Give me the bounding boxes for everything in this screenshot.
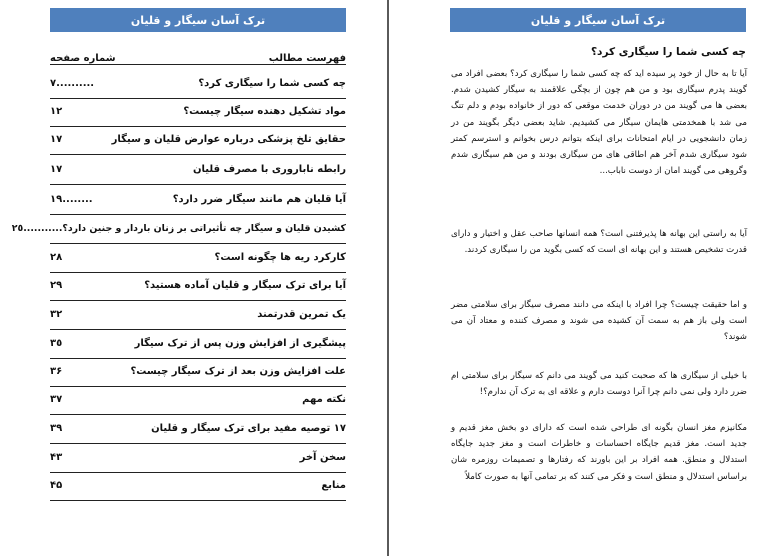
toc-item-title: رابطه ناباروری با مصرف قلیان xyxy=(193,163,346,175)
toc-item-page: ٣٩ xyxy=(50,422,63,434)
toc-item-title: نکته مهم xyxy=(302,393,346,405)
toc-item-page: ۴۵ xyxy=(50,479,63,491)
toc-item[interactable] xyxy=(50,74,346,92)
toc-item[interactable] xyxy=(50,390,346,408)
right-page-banner: ترک آسان سیگار و قلیان xyxy=(450,8,746,32)
toc-item-title: کشیدن قلیان و سیگار چه تأثیراتی بر زنان باردار و جنین دارد؟ xyxy=(62,222,346,234)
toc-item-page: ٣٥ xyxy=(50,337,63,349)
body-paragraph: با خیلی از سیگاری ها که صحبت کنید می گویند می دانم که سیگار برای سلامتی ام ضرر دارد ولی نمی دانم چرا آنرا دوست دارم و علاقه ای به ترک آن ندارم؟! xyxy=(451,371,747,398)
toc-item-title: حقایق تلخ پزشکی درباره عوارض قلیان و سیگار xyxy=(111,133,346,145)
body-paragraph: آیا تا به حال از خود پر سیده اید که چه کسی شما را سیگاری کرد؟ بعضی افراد می گویند پدرم سیگاری بود و من هم چون از بچگی علاقمند به سیگار کشیدن شدم. بعضی ها می گویند من در دوران خدمت موقعی که دور از خانواده بودم و دلم تنگ می شد با همخدمتی هایمان سیگار می کشیدیم. شاید بعضی دیگر بگویند من در زمان دانشجویی در ایام امتحانات برای اینکه بتوانم درس بخوانم و استرسم کمتر شود سیگاری شدم آخر هم اطاقی های من سیگاری بودند و من هم سیگاری شدم وگروهی می گویند امان از دوست ناباب... xyxy=(451,69,747,177)
toc-item-page: ٢٩ xyxy=(50,279,63,291)
toc-item-page: ١٧ xyxy=(50,133,63,145)
toc-item-title: کارکرد ریه ها چگونه است؟ xyxy=(214,251,346,263)
toc-item[interactable] xyxy=(50,476,346,494)
toc-item-page: ٧.......... xyxy=(50,77,95,89)
body-paragraph: مکانیزم مغز انسان بگونه ای طراحی شده است که دارای دو بخش مغز قدیم و جدید است. مغز قدیم جایگاه احساسات و خاطرات است و مغز جدید جایگاه استدلال و منطق. همه افراد بر این باورند که رفتارها و تصمیمات روزمره شان براساس استدلال و منطق است و فکر می کنند که بر تمامی آنها به صورت کاملاً xyxy=(451,423,747,482)
toc-item-title: منابع xyxy=(321,479,346,491)
toc-item-title: یک تمرین قدرتمند xyxy=(257,308,346,320)
toc-item[interactable] xyxy=(50,305,346,323)
toc-item-page: ١٧ xyxy=(50,163,63,175)
toc-item-title: ١٧ توصیه مفید برای ترک سیگار و قلیان xyxy=(151,422,346,434)
toc-item-title: چه کسی شما را سیگاری کرد؟ xyxy=(198,77,346,89)
toc-item-page: ۴٣ xyxy=(50,451,63,463)
toc-item-page: ٢٨ xyxy=(50,251,63,263)
toc-item-page: ٣٧ xyxy=(50,393,63,405)
toc-item[interactable] xyxy=(11,219,346,237)
section-heading: چه کسی شما را سیگاری کرد؟ xyxy=(590,46,746,58)
toc-item[interactable] xyxy=(50,448,346,466)
toc-item-page: ١٢ xyxy=(50,105,63,117)
toc-item[interactable] xyxy=(50,160,346,178)
body-paragraph: و اما حقیقت چیست؟ چرا افراد با اینکه می دانند مصرف سیگار برای سلامتی مضر است ولی باز هم به سمت آن کشیده می شوند و مصرف کننده و معتاد آن می شوند؟ xyxy=(451,300,747,343)
toc-item-page: ٣۶ xyxy=(50,365,63,377)
left-page xyxy=(0,0,388,556)
right-page xyxy=(389,0,778,556)
toc-item[interactable] xyxy=(50,276,346,294)
toc-item[interactable] xyxy=(50,190,346,208)
toc-item-title: علت افزایش وزن بعد از ترک سیگار چیست؟ xyxy=(130,365,346,377)
toc-item-title: پیشگیری از افزایش وزن پس از ترک سیگار xyxy=(134,337,346,349)
body-paragraph: آیا به راستی این بهانه ها پذیرفتنی است؟ همه انسانها صاحب عقل و اختیار و دارای قدرت تشخیص هستند و این بهانه ای است که کسی بگوید من را سیگاری کردند. xyxy=(451,229,747,256)
toc-item-title: آیا برای ترک سیگار و قلیان آماده هستید؟ xyxy=(144,279,346,291)
toc-item-title: آیا قلیان هم مانند سیگار ضرر دارد؟ xyxy=(172,193,346,205)
left-page-banner: ترک آسان سیگار و قلیان xyxy=(50,8,346,32)
toc-item-page: ٣٢ xyxy=(50,308,63,320)
toc-header-page: شماره صفحه xyxy=(50,53,116,64)
toc-item[interactable] xyxy=(50,130,346,148)
toc-item-title: مواد تشکیل دهنده سیگار چیست؟ xyxy=(183,105,346,117)
toc-item[interactable] xyxy=(50,102,346,120)
toc-item-title: سخن آخر xyxy=(299,451,346,463)
toc-header xyxy=(50,46,346,65)
toc-item-page: ١٩........ xyxy=(50,193,93,205)
toc-header-title: فهرست مطالب xyxy=(268,53,346,64)
toc-item[interactable] xyxy=(50,362,346,380)
toc-item-page: ٢٥........... xyxy=(11,222,63,234)
toc-item[interactable] xyxy=(50,419,346,437)
toc-item[interactable] xyxy=(50,248,346,266)
toc-item[interactable] xyxy=(50,334,346,352)
